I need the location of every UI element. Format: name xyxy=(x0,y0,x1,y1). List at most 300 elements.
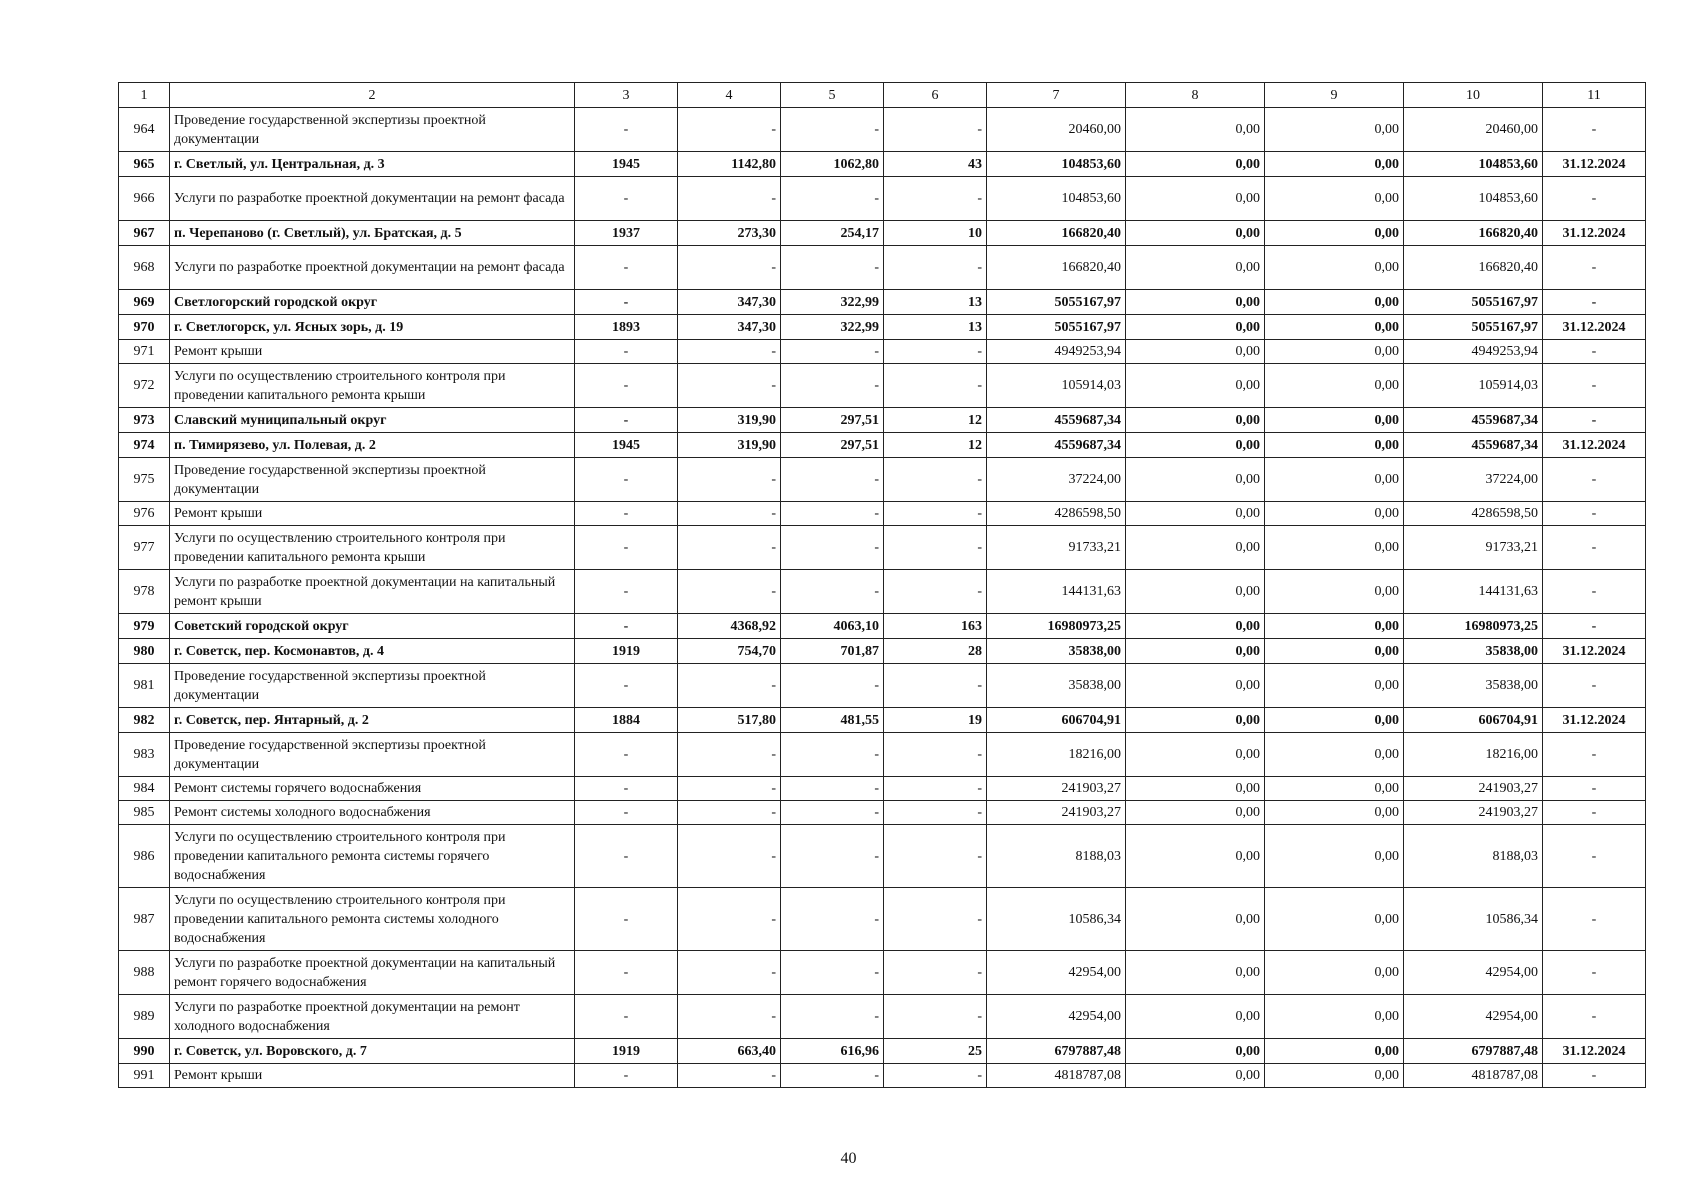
cell-area-living: 297,51 xyxy=(781,433,884,458)
cell-residents: 12 xyxy=(884,408,987,433)
cell-area-total: 347,30 xyxy=(678,290,781,315)
cell-cost-other: 0,00 xyxy=(1265,777,1404,801)
cell-completion-date: - xyxy=(1543,801,1646,825)
cell-cost-fund: 0,00 xyxy=(1126,733,1265,777)
cell-cost-owners: 104853,60 xyxy=(1404,152,1543,177)
cell-year: - xyxy=(575,614,678,639)
cell-year: 1919 xyxy=(575,639,678,664)
cell-area-living: - xyxy=(781,664,884,708)
cell-row-number: 988 xyxy=(119,951,170,995)
table-row xyxy=(119,664,1646,708)
cell-area-living: 616,96 xyxy=(781,1039,884,1064)
cell-year: - xyxy=(575,888,678,951)
table-row xyxy=(119,639,1646,664)
cell-completion-date: - xyxy=(1543,177,1646,221)
cell-row-number: 979 xyxy=(119,614,170,639)
cell-residents: 43 xyxy=(884,152,987,177)
cell-cost-fund: 0,00 xyxy=(1126,825,1265,888)
cell-cost-owners: 20460,00 xyxy=(1404,108,1543,152)
cell-cost-owners: 6797887,48 xyxy=(1404,1039,1543,1064)
cell-cost-fund: 0,00 xyxy=(1126,315,1265,340)
cell-description: Услуги по разработке проектной документации на капитальный ремонт горячего водоснабжения xyxy=(170,951,575,995)
table-body xyxy=(119,83,1646,1088)
cell-total-cost: 20460,00 xyxy=(987,108,1126,152)
cell-area-total: 347,30 xyxy=(678,315,781,340)
cell-total-cost: 4818787,08 xyxy=(987,1064,1126,1088)
cell-residents: - xyxy=(884,1064,987,1088)
cell-total-cost: 5055167,97 xyxy=(987,315,1126,340)
cell-area-living: - xyxy=(781,570,884,614)
cell-row-number: 973 xyxy=(119,408,170,433)
cell-total-cost: 606704,91 xyxy=(987,708,1126,733)
cell-total-cost: 241903,27 xyxy=(987,777,1126,801)
cell-cost-fund: 0,00 xyxy=(1126,995,1265,1039)
cell-residents: 163 xyxy=(884,614,987,639)
cell-row-number: 972 xyxy=(119,364,170,408)
cell-total-cost: 8188,03 xyxy=(987,825,1126,888)
cell-completion-date: - xyxy=(1543,825,1646,888)
table-row xyxy=(119,246,1646,290)
cell-cost-other: 0,00 xyxy=(1265,614,1404,639)
cell-residents: - xyxy=(884,364,987,408)
cell-description: Ремонт системы горячего водоснабжения xyxy=(170,777,575,801)
cell-area-living: - xyxy=(781,825,884,888)
cell-row-number: 983 xyxy=(119,733,170,777)
cell-cost-other: 0,00 xyxy=(1265,825,1404,888)
cell-cost-fund: 0,00 xyxy=(1126,708,1265,733)
cell-area-living: 701,87 xyxy=(781,639,884,664)
cell-year: - xyxy=(575,290,678,315)
cell-area-total: 517,80 xyxy=(678,708,781,733)
cell-cost-other: 0,00 xyxy=(1265,995,1404,1039)
cell-cost-other: 0,00 xyxy=(1265,951,1404,995)
cell-cost-other: 0,00 xyxy=(1265,458,1404,502)
cell-total-cost: 16980973,25 xyxy=(987,614,1126,639)
cell-cost-owners: 42954,00 xyxy=(1404,951,1543,995)
cell-description: Услуги по осуществлению строительного контроля при проведении капитального ремонта системы холодного водоснабжения xyxy=(170,888,575,951)
cell-cost-other: 0,00 xyxy=(1265,733,1404,777)
header-cell: 3 xyxy=(575,83,678,108)
cell-cost-fund: 0,00 xyxy=(1126,290,1265,315)
cell-completion-date: - xyxy=(1543,995,1646,1039)
table-row xyxy=(119,433,1646,458)
cell-cost-owners: 18216,00 xyxy=(1404,733,1543,777)
cell-cost-fund: 0,00 xyxy=(1126,152,1265,177)
cell-description: г. Советск, пер. Янтарный, д. 2 xyxy=(170,708,575,733)
table-row xyxy=(119,458,1646,502)
header-cell: 1 xyxy=(119,83,170,108)
cell-residents: - xyxy=(884,995,987,1039)
cell-residents: - xyxy=(884,108,987,152)
cell-area-total: - xyxy=(678,526,781,570)
cell-row-number: 978 xyxy=(119,570,170,614)
cell-area-total: 1142,80 xyxy=(678,152,781,177)
cell-row-number: 974 xyxy=(119,433,170,458)
cell-year: 1893 xyxy=(575,315,678,340)
cell-completion-date: - xyxy=(1543,364,1646,408)
cell-year: - xyxy=(575,526,678,570)
cell-area-total: - xyxy=(678,995,781,1039)
header-cell: 2 xyxy=(170,83,575,108)
cell-area-total: 319,90 xyxy=(678,408,781,433)
cell-cost-owners: 5055167,97 xyxy=(1404,290,1543,315)
cell-cost-other: 0,00 xyxy=(1265,408,1404,433)
table-row xyxy=(119,290,1646,315)
cell-description: Услуги по разработке проектной документации на ремонт фасада xyxy=(170,177,575,221)
cell-area-living: - xyxy=(781,177,884,221)
cell-cost-other: 0,00 xyxy=(1265,152,1404,177)
cell-completion-date: - xyxy=(1543,951,1646,995)
cell-residents: - xyxy=(884,801,987,825)
cell-residents: - xyxy=(884,246,987,290)
cell-residents: - xyxy=(884,825,987,888)
cell-total-cost: 104853,60 xyxy=(987,177,1126,221)
cell-row-number: 986 xyxy=(119,825,170,888)
cell-year: - xyxy=(575,408,678,433)
cell-completion-date: - xyxy=(1543,1064,1646,1088)
cell-cost-other: 0,00 xyxy=(1265,290,1404,315)
cell-area-living: - xyxy=(781,995,884,1039)
cell-total-cost: 4949253,94 xyxy=(987,340,1126,364)
table-row xyxy=(119,614,1646,639)
cell-cost-owners: 166820,40 xyxy=(1404,246,1543,290)
cell-completion-date: - xyxy=(1543,340,1646,364)
cell-row-number: 971 xyxy=(119,340,170,364)
cell-description: г. Советск, ул. Воровского, д. 7 xyxy=(170,1039,575,1064)
cell-residents: - xyxy=(884,888,987,951)
cell-cost-owners: 4818787,08 xyxy=(1404,1064,1543,1088)
cell-completion-date: - xyxy=(1543,888,1646,951)
cell-description: Светлогорский городской округ xyxy=(170,290,575,315)
cell-cost-other: 0,00 xyxy=(1265,221,1404,246)
cell-year: - xyxy=(575,177,678,221)
cell-area-living: - xyxy=(781,340,884,364)
cell-area-living: 322,99 xyxy=(781,315,884,340)
cell-total-cost: 4559687,34 xyxy=(987,408,1126,433)
cell-residents: - xyxy=(884,177,987,221)
cell-area-total: - xyxy=(678,1064,781,1088)
cell-residents: - xyxy=(884,458,987,502)
cell-year: - xyxy=(575,340,678,364)
cell-completion-date: 31.12.2024 xyxy=(1543,639,1646,664)
cell-cost-fund: 0,00 xyxy=(1126,888,1265,951)
cell-area-total: - xyxy=(678,364,781,408)
cell-year: - xyxy=(575,777,678,801)
cell-cost-other: 0,00 xyxy=(1265,888,1404,951)
cell-year: - xyxy=(575,502,678,526)
cell-area-total: 319,90 xyxy=(678,433,781,458)
cell-area-living: - xyxy=(781,246,884,290)
table-row xyxy=(119,408,1646,433)
cell-area-total: 4368,92 xyxy=(678,614,781,639)
cell-cost-fund: 0,00 xyxy=(1126,1039,1265,1064)
cell-description: Проведение государственной экспертизы проектной документации xyxy=(170,733,575,777)
cell-cost-other: 0,00 xyxy=(1265,246,1404,290)
cell-residents: 25 xyxy=(884,1039,987,1064)
table-row xyxy=(119,708,1646,733)
cell-cost-fund: 0,00 xyxy=(1126,246,1265,290)
cell-cost-owners: 5055167,97 xyxy=(1404,315,1543,340)
cell-year: - xyxy=(575,458,678,502)
cell-residents: 10 xyxy=(884,221,987,246)
cell-description: п. Черепаново (г. Светлый), ул. Братская, д. 5 xyxy=(170,221,575,246)
table-row xyxy=(119,995,1646,1039)
cell-description: Услуги по разработке проектной документации на капитальный ремонт крыши xyxy=(170,570,575,614)
cell-completion-date: 31.12.2024 xyxy=(1543,221,1646,246)
cell-area-total: - xyxy=(678,340,781,364)
cell-row-number: 985 xyxy=(119,801,170,825)
cell-total-cost: 5055167,97 xyxy=(987,290,1126,315)
cell-cost-owners: 8188,03 xyxy=(1404,825,1543,888)
cell-year: - xyxy=(575,801,678,825)
cell-cost-fund: 0,00 xyxy=(1126,433,1265,458)
cell-cost-fund: 0,00 xyxy=(1126,108,1265,152)
cell-completion-date: - xyxy=(1543,246,1646,290)
cell-cost-owners: 35838,00 xyxy=(1404,664,1543,708)
cell-area-total: 273,30 xyxy=(678,221,781,246)
cell-area-living: 254,17 xyxy=(781,221,884,246)
cell-cost-fund: 0,00 xyxy=(1126,777,1265,801)
cell-cost-owners: 37224,00 xyxy=(1404,458,1543,502)
cell-cost-other: 0,00 xyxy=(1265,526,1404,570)
cell-area-total: - xyxy=(678,733,781,777)
cell-area-total: 754,70 xyxy=(678,639,781,664)
cell-cost-other: 0,00 xyxy=(1265,433,1404,458)
cell-area-living: - xyxy=(781,526,884,570)
cell-cost-owners: 4286598,50 xyxy=(1404,502,1543,526)
cell-year: - xyxy=(575,1064,678,1088)
cell-description: Ремонт системы холодного водоснабжения xyxy=(170,801,575,825)
cell-year: - xyxy=(575,664,678,708)
cell-cost-owners: 10586,34 xyxy=(1404,888,1543,951)
cell-cost-fund: 0,00 xyxy=(1126,1064,1265,1088)
cell-cost-owners: 606704,91 xyxy=(1404,708,1543,733)
cell-completion-date: 31.12.2024 xyxy=(1543,433,1646,458)
cell-row-number: 976 xyxy=(119,502,170,526)
cell-total-cost: 35838,00 xyxy=(987,639,1126,664)
cell-cost-other: 0,00 xyxy=(1265,801,1404,825)
cell-completion-date: 31.12.2024 xyxy=(1543,708,1646,733)
table-row xyxy=(119,1064,1646,1088)
cell-completion-date: - xyxy=(1543,458,1646,502)
cell-completion-date: - xyxy=(1543,664,1646,708)
cell-completion-date: 31.12.2024 xyxy=(1543,315,1646,340)
cell-cost-owners: 105914,03 xyxy=(1404,364,1543,408)
cell-area-total: - xyxy=(678,664,781,708)
cell-residents: 13 xyxy=(884,290,987,315)
cell-area-living: - xyxy=(781,108,884,152)
cell-row-number: 980 xyxy=(119,639,170,664)
cell-description: Ремонт крыши xyxy=(170,340,575,364)
cell-area-living: 322,99 xyxy=(781,290,884,315)
cell-cost-fund: 0,00 xyxy=(1126,801,1265,825)
cell-description: Советский городской округ xyxy=(170,614,575,639)
cell-cost-other: 0,00 xyxy=(1265,1039,1404,1064)
cell-row-number: 970 xyxy=(119,315,170,340)
cell-description: Услуги по разработке проектной документации на ремонт холодного водоснабжения xyxy=(170,995,575,1039)
cell-total-cost: 35838,00 xyxy=(987,664,1126,708)
cell-description: Ремонт крыши xyxy=(170,502,575,526)
cell-description: Услуги по разработке проектной документации на ремонт фасада xyxy=(170,246,575,290)
cell-row-number: 984 xyxy=(119,777,170,801)
cell-area-total: - xyxy=(678,888,781,951)
header-cell: 6 xyxy=(884,83,987,108)
cell-completion-date: - xyxy=(1543,570,1646,614)
cell-year: - xyxy=(575,733,678,777)
cell-cost-fund: 0,00 xyxy=(1126,664,1265,708)
cell-total-cost: 10586,34 xyxy=(987,888,1126,951)
cell-area-total: 663,40 xyxy=(678,1039,781,1064)
table-row xyxy=(119,951,1646,995)
cell-cost-other: 0,00 xyxy=(1265,364,1404,408)
cell-year: - xyxy=(575,995,678,1039)
cell-cost-owners: 104853,60 xyxy=(1404,177,1543,221)
cell-area-living: - xyxy=(781,801,884,825)
cell-cost-owners: 91733,21 xyxy=(1404,526,1543,570)
cell-cost-fund: 0,00 xyxy=(1126,639,1265,664)
table-row xyxy=(119,1039,1646,1064)
cell-area-total: - xyxy=(678,570,781,614)
table-row xyxy=(119,526,1646,570)
cell-area-total: - xyxy=(678,825,781,888)
cell-area-total: - xyxy=(678,177,781,221)
table-row xyxy=(119,888,1646,951)
document-table-container xyxy=(118,82,1645,1088)
cell-cost-fund: 0,00 xyxy=(1126,408,1265,433)
cell-cost-other: 0,00 xyxy=(1265,340,1404,364)
cell-area-living: - xyxy=(781,733,884,777)
cell-total-cost: 42954,00 xyxy=(987,995,1126,1039)
header-cell: 4 xyxy=(678,83,781,108)
cell-row-number: 977 xyxy=(119,526,170,570)
cell-area-living: - xyxy=(781,458,884,502)
cell-cost-owners: 16980973,25 xyxy=(1404,614,1543,639)
cell-cost-owners: 241903,27 xyxy=(1404,801,1543,825)
cell-year: 1919 xyxy=(575,1039,678,1064)
cell-row-number: 975 xyxy=(119,458,170,502)
cell-description: Услуги по осуществлению строительного контроля при проведении капитального ремонта крыши xyxy=(170,526,575,570)
cell-row-number: 989 xyxy=(119,995,170,1039)
table-row xyxy=(119,825,1646,888)
cell-year: 1937 xyxy=(575,221,678,246)
table-row xyxy=(119,801,1646,825)
cell-description: Ремонт крыши xyxy=(170,1064,575,1088)
cell-area-living: - xyxy=(781,502,884,526)
cell-cost-fund: 0,00 xyxy=(1126,951,1265,995)
cell-cost-owners: 42954,00 xyxy=(1404,995,1543,1039)
cell-area-total: - xyxy=(678,108,781,152)
cell-row-number: 990 xyxy=(119,1039,170,1064)
cell-total-cost: 241903,27 xyxy=(987,801,1126,825)
cell-cost-fund: 0,00 xyxy=(1126,502,1265,526)
cell-residents: - xyxy=(884,340,987,364)
cell-residents: 28 xyxy=(884,639,987,664)
cell-cost-fund: 0,00 xyxy=(1126,364,1265,408)
cell-total-cost: 104853,60 xyxy=(987,152,1126,177)
cell-total-cost: 18216,00 xyxy=(987,733,1126,777)
cell-area-total: - xyxy=(678,246,781,290)
table-row xyxy=(119,364,1646,408)
cell-description: Проведение государственной экспертизы проектной документации xyxy=(170,458,575,502)
header-cell: 11 xyxy=(1543,83,1646,108)
header-cell: 9 xyxy=(1265,83,1404,108)
cell-cost-fund: 0,00 xyxy=(1126,614,1265,639)
cell-description: Услуги по осуществлению строительного контроля при проведении капитального ремонта крыши xyxy=(170,364,575,408)
cell-residents: 19 xyxy=(884,708,987,733)
cell-cost-fund: 0,00 xyxy=(1126,570,1265,614)
cell-area-total: - xyxy=(678,951,781,995)
cell-cost-other: 0,00 xyxy=(1265,177,1404,221)
cell-year: - xyxy=(575,246,678,290)
cell-total-cost: 166820,40 xyxy=(987,221,1126,246)
cell-total-cost: 4286598,50 xyxy=(987,502,1126,526)
cell-area-living: 481,55 xyxy=(781,708,884,733)
cell-residents: - xyxy=(884,733,987,777)
header-cell: 10 xyxy=(1404,83,1543,108)
cell-total-cost: 91733,21 xyxy=(987,526,1126,570)
cell-area-total: - xyxy=(678,777,781,801)
cell-cost-other: 0,00 xyxy=(1265,502,1404,526)
cell-cost-owners: 144131,63 xyxy=(1404,570,1543,614)
cell-cost-other: 0,00 xyxy=(1265,664,1404,708)
cell-description: Проведение государственной экспертизы проектной документации xyxy=(170,664,575,708)
cell-cost-other: 0,00 xyxy=(1265,639,1404,664)
cell-description: г. Светлогорск, ул. Ясных зорь, д. 19 xyxy=(170,315,575,340)
cell-completion-date: - xyxy=(1543,408,1646,433)
cell-description: Славский муниципальный округ xyxy=(170,408,575,433)
cell-residents: - xyxy=(884,777,987,801)
cell-completion-date: - xyxy=(1543,526,1646,570)
cell-description: г. Советск, пер. Космонавтов, д. 4 xyxy=(170,639,575,664)
cell-total-cost: 37224,00 xyxy=(987,458,1126,502)
cell-row-number: 968 xyxy=(119,246,170,290)
table-row xyxy=(119,152,1646,177)
cell-row-number: 987 xyxy=(119,888,170,951)
table-row xyxy=(119,315,1646,340)
cell-completion-date: 31.12.2024 xyxy=(1543,152,1646,177)
cell-cost-owners: 35838,00 xyxy=(1404,639,1543,664)
cell-area-living: - xyxy=(781,888,884,951)
table-row xyxy=(119,502,1646,526)
cell-row-number: 981 xyxy=(119,664,170,708)
cell-cost-fund: 0,00 xyxy=(1126,526,1265,570)
cell-total-cost: 4559687,34 xyxy=(987,433,1126,458)
cell-total-cost: 6797887,48 xyxy=(987,1039,1126,1064)
cell-year: - xyxy=(575,570,678,614)
cell-cost-other: 0,00 xyxy=(1265,570,1404,614)
cell-completion-date: 31.12.2024 xyxy=(1543,1039,1646,1064)
header-cell: 5 xyxy=(781,83,884,108)
cell-description: г. Светлый, ул. Центральная, д. 3 xyxy=(170,152,575,177)
cell-residents: - xyxy=(884,570,987,614)
cell-residents: - xyxy=(884,664,987,708)
header-cell: 8 xyxy=(1126,83,1265,108)
cell-row-number: 966 xyxy=(119,177,170,221)
table-row xyxy=(119,777,1646,801)
cell-description: Услуги по осуществлению строительного контроля при проведении капитального ремонта системы горячего водоснабжения xyxy=(170,825,575,888)
cell-completion-date: - xyxy=(1543,290,1646,315)
cell-year: - xyxy=(575,108,678,152)
cell-year: - xyxy=(575,825,678,888)
cell-area-total: - xyxy=(678,801,781,825)
cell-completion-date: - xyxy=(1543,733,1646,777)
cell-row-number: 991 xyxy=(119,1064,170,1088)
cell-area-living: 1062,80 xyxy=(781,152,884,177)
cell-year: 1884 xyxy=(575,708,678,733)
cell-cost-owners: 4559687,34 xyxy=(1404,408,1543,433)
cell-cost-other: 0,00 xyxy=(1265,1064,1404,1088)
cell-year: 1945 xyxy=(575,152,678,177)
